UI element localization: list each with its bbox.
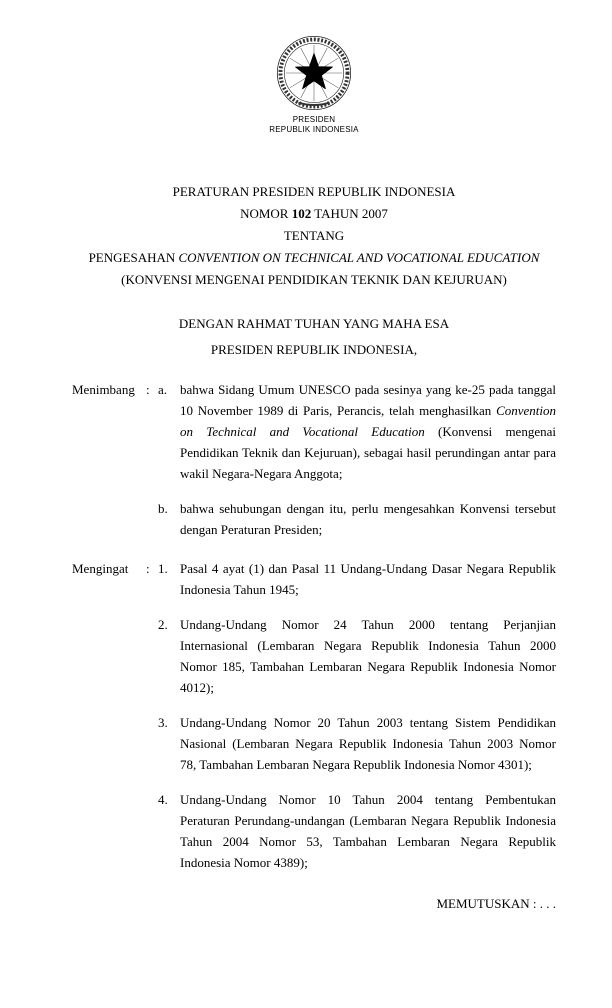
memutuskan-line: MEMUTUSKAN : . . .: [436, 895, 556, 911]
presidential-seal-icon: [275, 34, 353, 112]
body-block: [72, 379, 556, 914]
mengingat-label: Mengingat: [72, 560, 129, 576]
item-text: Pasal 4 ayat (1) dan Pasal 11 Undang-Undang Dasar Negara Republik Indonesia Tahun 1945;: [180, 560, 556, 597]
mengingat-item-3: [72, 712, 556, 775]
item-text: bahwa sehubungan dengan itu, perlu mengesahkan Konvensi tersebut dengan Peraturan Presiden;: [180, 500, 556, 537]
item-marker: 4.: [158, 791, 168, 807]
item-marker: 1.: [158, 560, 168, 576]
mengingat-item-1: [72, 558, 556, 600]
menimbang-label: Menimbang: [72, 381, 135, 397]
title-line-regulation: PERATURAN PRESIDEN REPUBLIK INDONESIA: [172, 183, 456, 199]
preamble-presiden: PRESIDEN REPUBLIK INDONESIA,: [210, 341, 418, 357]
item-marker: 2.: [158, 616, 168, 632]
emblem-caption-line1: PRESIDEN: [292, 115, 336, 124]
menimbang-item-a: [72, 379, 556, 484]
title-line-tentang: TENTANG: [283, 227, 345, 243]
menimbang-item-b: [72, 498, 556, 540]
menimbang-colon: :: [146, 381, 150, 397]
item-text: Undang-Undang Nomor 20 Tahun 2003 tentang Sistem Pendidikan Nasional (Lembaran Negara Republik Indonesia Tahun 2003 Nomor 78, Tambahan Lembaran Negara Republik Indonesia Nomor 4301);: [180, 714, 556, 772]
presidential-seal: [269, 34, 358, 134]
preamble: [72, 311, 556, 363]
item-text: Undang-Undang Nomor 10 Tahun 2004 tentang Pembentukan Peraturan Perundang-undangan (Lembaran Negara Republik Indonesia Tahun 2004 Nomor 53, Tambahan Lembaran Negara Republik Indonesia Nomor 4389);: [180, 791, 556, 870]
item-text: Undang-Undang Nomor 24 Tahun 2000 tentang Perjanjian Internasional (Lembaran Negara Republik Indonesia Tahun 2000 Nomor 185, Tambahan Lembaran Negara Republik Indonesia Nomor 4012);: [180, 616, 556, 695]
mengingat-colon: :: [146, 560, 150, 576]
title-line-subtitle: (KONVENSI MENGENAI PENDIDIKAN TEKNIK DAN KEJURUAN): [121, 271, 507, 287]
title-line-number: NOMOR 102 TAHUN 2007: [240, 205, 388, 221]
item-marker: b.: [158, 500, 168, 516]
title-line-pengesahan: PENGESAHAN CONVENTION ON TECHNICAL AND VOCATIONAL EDUCATION: [88, 249, 540, 265]
item-text: bahwa Sidang Umum UNESCO pada sesinya yang ke-25 pada tanggal 10 November 1989 di Paris, Perancis, telah menghasilkan Convention on Technical and Vocational Education (Konvensi mengenai Pendidikan Teknik dan Kejuruan), sebagai hasil perundingan antar para wakil Negara-Negara Anggota;: [180, 381, 556, 481]
emblem-caption-line2: REPUBLIK INDONESIA: [269, 124, 359, 134]
item-marker: a.: [158, 381, 168, 397]
preamble-rahmat: DENGAN RAHMAT TUHAN YANG MAHA ESA: [178, 315, 450, 331]
item-marker: 3.: [158, 714, 168, 730]
document-header: [72, 34, 556, 137]
title-block: [72, 181, 556, 291]
mengingat-item-4: [72, 789, 556, 873]
mengingat-item-2: [72, 614, 556, 698]
